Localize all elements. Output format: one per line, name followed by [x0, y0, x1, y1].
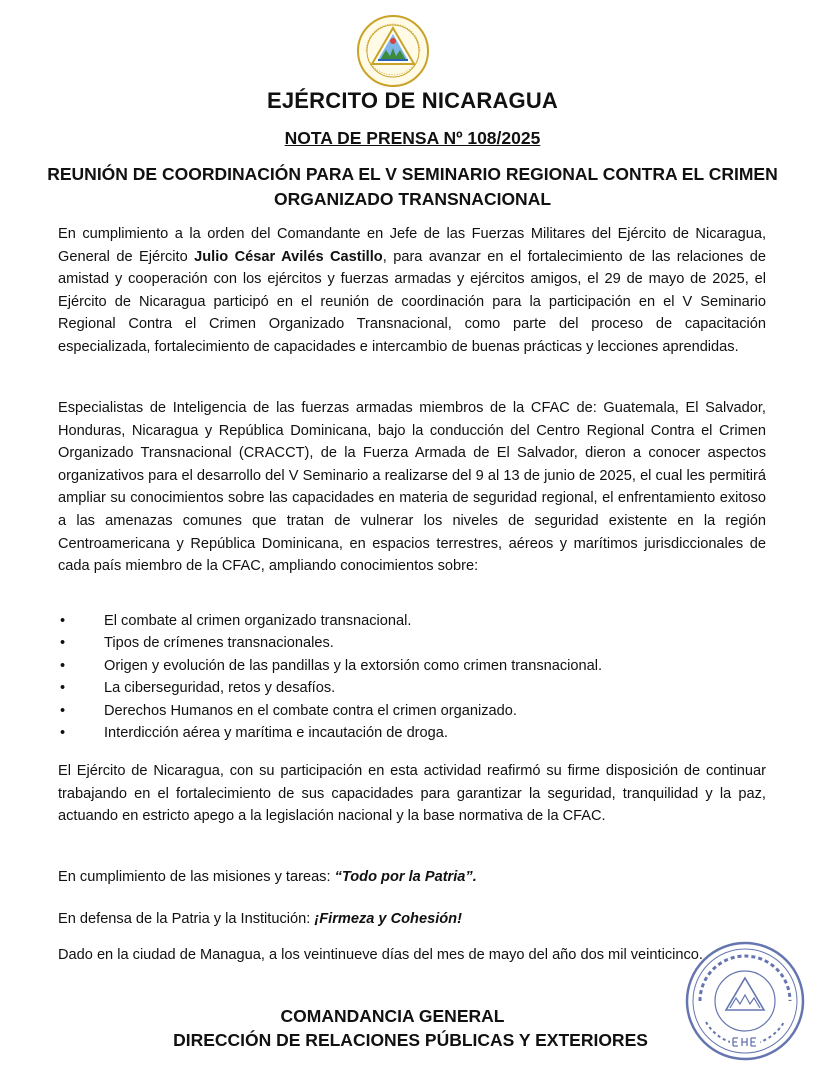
- official-stamp-icon: [684, 940, 806, 1062]
- list-item: • Interdicción aérea y marítima e incautación de droga.: [58, 722, 766, 744]
- paragraph-commitment: El Ejército de Nicaragua, con su participación en esta actividad reafirmó su firme disposición de continuar trabajando en el fortalecimiento de sus capacidades para garantizar la seguridad, tranquilidad y la paz, actuando en estricto apego a la legislación nacional y la base normativa de la CFAC.: [58, 763, 766, 825]
- organization-title: EJÉRCITO DE NICARAGUA: [266, 88, 559, 113]
- list-item: • El combate al crimen organizado transnacional.: [58, 610, 766, 632]
- paragraph-motto-1: [58, 866, 766, 889]
- paragraph-specialists: Especialistas de Inteligencia de las fuerzas armadas miembros de la CFAC de: Guatemala, El Salvador, Honduras, Nicaragua y República Dominicana, bajo la conducción del Centro Regional Contra el Crimen Organizado Transnacional (CRACCT), de la Fuerza Armada de El Salvador, dieron a conocer aspectos organizativos para el desarrollo del V Seminario a realizarse del 9 al 13 de junio de 2025, el cual les permitirá ampliar su conocimientos sobre las capacidades en materia de seguridad regional, el enfrentamiento exitoso a las amenazas comunes que tratan de vulnerar los niveles de seguridad existente en la región Centroamericana y República Dominicana, en espacios terrestres, aéreos y marítimos jurisdiccionales de cada país miembro de la CFAC, ampliando conocimientos sobre:: [58, 400, 766, 575]
- motto-1-lead: En cumplimiento de las misiones y tareas:: [58, 869, 335, 885]
- press-note-number: [0, 128, 825, 149]
- paragraph-intro-a: En cumplimiento a la orden del Comandante en Jefe de las Fuerzas Militares del Ejército de Nicaragua, General de Ejército: [58, 226, 766, 265]
- motto-2: ¡Firmeza y Cohesión!: [314, 911, 462, 927]
- nicaragua-coat-of-arms-icon: [356, 14, 430, 88]
- paragraph-date: Dado en la ciudad de Managua, a los veintinueve días del mes de mayo del año dos mil veinticinco.: [58, 947, 703, 963]
- list-item: • La ciberseguridad, retos y desafíos.: [58, 677, 766, 699]
- paragraph-motto-2: [58, 908, 766, 931]
- paragraph-intro: [58, 223, 766, 359]
- paragraph-intro-b: , para avanzar en el fortalecimiento de las relaciones de amistad y cooperación con los ejércitos y fuerzas armadas y ejércitos amigos, el 29 de mayo de 2025, el Ejército de Nicaragua participó en el reunión de coordinación para la participación en el V Seminario Regional Contra el Crimen Organizado Transnacional, como parte del proceso de capacitación especializada, fortalecimiento de capacidades e intercambio de buenas prácticas y lecciones aprendidas.: [58, 248, 766, 355]
- signature-line-2: DIRECCIÓN DE RELACIONES PÚBLICAS Y EXTERIORES: [173, 1030, 648, 1050]
- headline: REUNIÓN DE COORDINACIÓN PARA EL V SEMINARIO REGIONAL CONTRA EL CRIMEN ORGANIZADO TRANSNACIONAL: [47, 164, 778, 209]
- list-item: • Origen y evolución de las pandillas y la extorsión como crimen transnacional.: [58, 655, 766, 677]
- commander-name: Julio César Avilés Castillo: [194, 248, 383, 265]
- motto-1: “Todo por la Patria”.: [334, 869, 477, 885]
- list-item: • Derechos Humanos en el combate contra el crimen organizado.: [58, 700, 766, 722]
- topics-list: [58, 610, 766, 744]
- list-item: • Tipos de crímenes transnacionales.: [58, 632, 766, 654]
- signature-line-1: COMANDANCIA GENERAL: [280, 1006, 505, 1026]
- motto-2-lead: En defensa de la Patria y la Institución:: [58, 911, 315, 927]
- press-note-label: NOTA DE PRENSA Nº 108/2025: [284, 128, 541, 148]
